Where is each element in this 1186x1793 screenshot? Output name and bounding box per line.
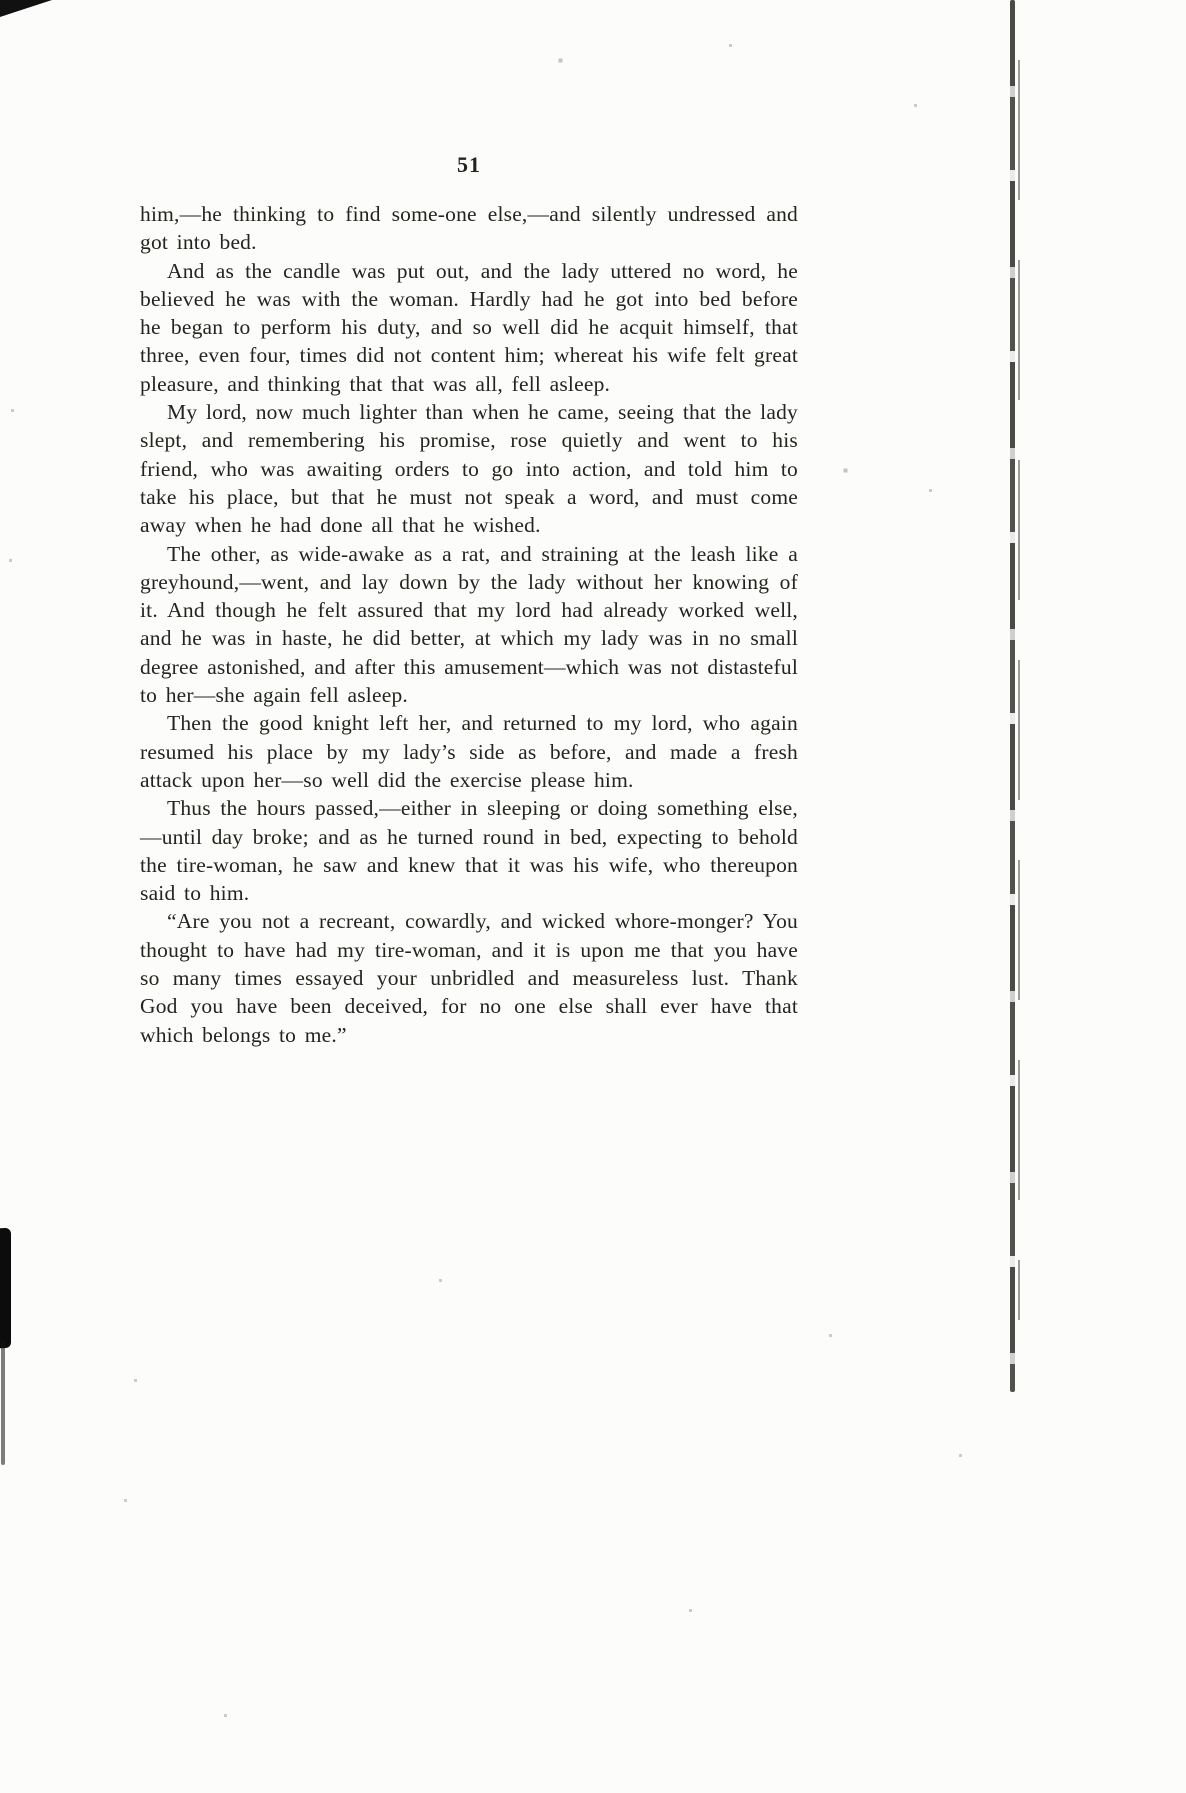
paragraph: Thus the hours passed,—either in sleeping or doing something else,—until day broke; and as he turned round in bed, expecting to behold the tire-woman, he saw and knew that it was his wife, who thereupon said to him.: [140, 796, 798, 906]
scan-artifact-left-edge-tail: [1, 1340, 5, 1465]
scan-artifact-speckles: [0, 0, 1, 1]
text-block: [140, 152, 798, 1049]
scan-artifact-left-edge-blob: [0, 1228, 11, 1348]
paragraph: My lord, now much lighter than when he came, seeing that the lady slept, and remembering his promise, rose quietly and went to his friend, who was awaiting orders to go into action, and told him to take his place, but that he must not speak a word, and must come away when he had done all that he wished.: [140, 400, 798, 538]
paragraph-continuation: him,—he thinking to find some-one else,—and silently undressed and got into bed.: [140, 202, 798, 255]
scan-artifact-right-edge-line: [1010, 0, 1015, 1392]
page-number: 51: [457, 152, 481, 177]
paragraph-dialogue: “Are you not a recreant, cowardly, and wicked whore-monger? You thought to have had my tire-woman, and it is upon me that you have so many times essayed your unbridled and measureless lust. Thank God you have been deceived, for no one else shall ever have that which belongs to me.”: [140, 909, 798, 1047]
paragraph: The other, as wide-awake as a rat, and straining at the leash like a greyhound,—went, and lay down by the lady without her knowing of it. And though he felt assured that my lord had already worked well, and he was in haste, he did better, at which my lady was in no small degree astonished, and after this amusement—which was not distasteful to her—she again fell asleep.: [140, 541, 798, 708]
paragraph: Then the good knight left her, and returned to my lord, who again resumed his place by my lady’s side as before, and made a fresh attack upon her—so well did the exercise please him.: [140, 711, 798, 792]
paragraph: And as the candle was put out, and the lady uttered no word, he believed he was with the woman. Hardly had he got into bed before he began to perform his duty, and so well did he acquit himself, that three, even four, times did not content him; whereat his wife felt great pleasure, and thinking that that was all, fell asleep.: [140, 258, 798, 396]
scan-artifact-right-edge-line-secondary: [1018, 60, 1020, 1320]
scan-artifact-top-left-corner: [0, 0, 52, 17]
